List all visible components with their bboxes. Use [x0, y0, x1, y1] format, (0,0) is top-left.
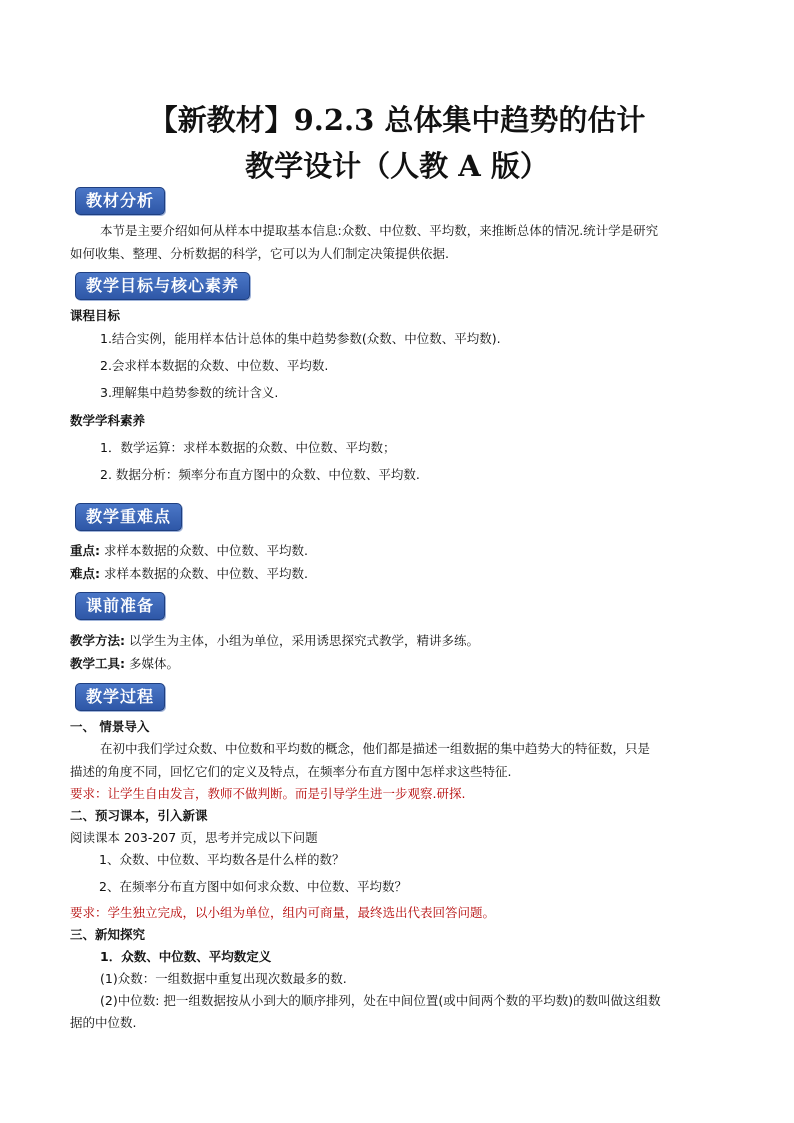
course-goal-item-2: 2.会求样本数据的众数、中位数、平均数. — [100, 358, 329, 373]
process-step-2-heading: 二、预习课本，引入新课 — [70, 808, 208, 823]
section-badge-process: 教学过程 — [75, 683, 165, 711]
process-step-2-requirement: 要求：学生独立完成，以小组为单位，组内可商量，最终选出代表回答问题。 — [70, 905, 496, 920]
difficult-point-line — [70, 563, 730, 585]
teaching-tool-text: 多媒体。 — [125, 656, 179, 671]
process-step-2-question-1: 1、众数、中位数、平均数各是什么样的数？ — [99, 852, 345, 867]
course-goals-heading: 课程目标 — [70, 308, 121, 323]
key-point-label: 重点: — [70, 543, 100, 558]
core-literacy-heading: 数学学科素养 — [70, 413, 146, 428]
course-goal-item-1: 1.结合实例，能用样本估计总体的集中趋势参数(众数、中位数、平均数). — [100, 331, 501, 346]
key-point-line — [70, 540, 730, 562]
definition-mode: (1)众数：一组数据中重复出现次数最多的数. — [100, 971, 347, 986]
section-badge-key-points: 教学重难点 — [75, 503, 182, 531]
process-step-1-heading: 一、 情景导入 — [70, 719, 150, 734]
definition-median-line-1: (2)中位数: 把一组数据按从小到大的顺序排列，处在中间位置(或中间两个数的平均数)的数叫做这组数 — [100, 993, 661, 1008]
analysis-paragraph-line-2: 如何收集、整理、分析数据的科学，它可以为人们制定决策提供依据. — [70, 246, 449, 261]
course-goal-item-3: 3.理解集中趋势参数的统计含义. — [100, 385, 279, 400]
analysis-paragraph-line-1: 本节是主要介绍如何从样本中提取基本信息:众数、中位数、平均数，来推断总体的情况.统计学是研究 — [100, 223, 659, 238]
teaching-tool-label: 教学工具: — [70, 656, 125, 671]
process-step-1-paragraph-line-2: 描述的角度不同，回忆它们的定义及特点，在频率分布直方图中怎样求这些特征. — [70, 764, 512, 779]
key-point-text: 求样本数据的众数、中位数、平均数. — [100, 543, 308, 558]
teaching-method-line — [70, 630, 730, 652]
section-badge-analysis: 教材分析 — [75, 187, 165, 215]
core-literacy-item-1: 1．数学运算：求样本数据的众数、中位数、平均数； — [100, 440, 396, 455]
process-step-1-paragraph-line-1: 在初中我们学过众数、中位数和平均数的概念，他们都是描述一组数据的集中趋势大的特征数，只是 — [100, 741, 651, 756]
teaching-method-label: 教学方法: — [70, 633, 125, 648]
teaching-tool-line — [70, 653, 730, 675]
definition-median-line-2: 据的中位数. — [70, 1015, 137, 1030]
difficult-point-text: 求样本数据的众数、中位数、平均数. — [100, 566, 308, 581]
process-step-2-instruction: 阅读课本 203-207 页，思考并完成以下问题 — [70, 830, 318, 845]
difficult-point-label: 难点: — [70, 566, 100, 581]
document-title-line-1: 【新教材】9.2.3 总体集中趋势的估计 — [148, 103, 646, 137]
document-title-line-2: 教学设计（人教 A 版） — [245, 149, 549, 183]
process-step-2-question-2: 2、在频率分布直方图中如何求众数、中位数、平均数？ — [99, 879, 407, 894]
process-step-1-requirement: 要求：让学生自由发言，教师不做判断。而是引导学生进一步观察.研探. — [70, 786, 466, 801]
process-step-3-subheading: 1．众数、中位数、平均数定义 — [100, 949, 272, 964]
core-literacy-item-2: 2. 数据分析：频率分布直方图中的众数、中位数、平均数. — [100, 467, 420, 482]
section-badge-preparation: 课前准备 — [75, 592, 165, 620]
process-step-3-heading: 三、新知探究 — [70, 927, 146, 942]
teaching-method-text: 以学生为主体，小组为单位，采用诱思探究式教学，精讲多练。 — [125, 633, 479, 648]
section-badge-goals: 教学目标与核心素养 — [75, 272, 250, 300]
